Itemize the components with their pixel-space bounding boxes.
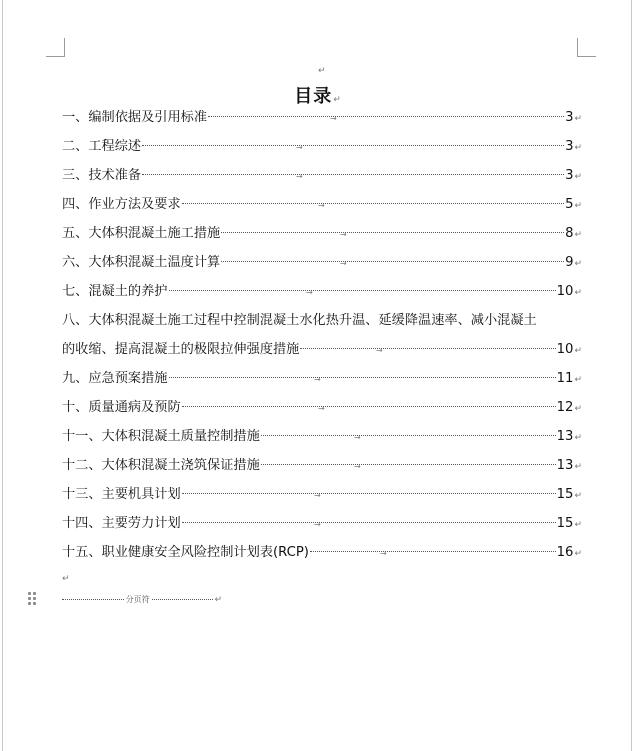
toc-entry[interactable]: [62, 103, 582, 132]
tab-arrow-icon: →: [380, 549, 387, 558]
tab-arrow-icon: →: [340, 230, 347, 239]
toc-leader-dots: [142, 174, 564, 175]
toc-leader-dots: [221, 232, 564, 233]
toc-leader-dots: [142, 145, 564, 146]
toc-leader-dots: [182, 493, 556, 494]
toc-entry-text: 十四、主要劳力计划: [62, 516, 181, 531]
toc-entry[interactable]: [62, 422, 582, 451]
tab-arrow-icon: →: [306, 288, 313, 297]
paragraph-mark-icon: ↵: [574, 491, 582, 501]
tab-arrow-icon: →: [296, 172, 303, 181]
paragraph-mark-icon: ↵: [574, 346, 582, 356]
toc-title-text: 目录: [294, 86, 333, 107]
margin-corner-top-right: [577, 38, 596, 57]
toc-entry[interactable]: [62, 480, 582, 509]
paragraph-mark-icon: ↵: [333, 95, 342, 105]
toc-page-number: 13: [556, 458, 574, 473]
page-break: [62, 594, 222, 605]
toc-leader-dots: [261, 435, 556, 436]
toc-entry-text: 四、作业方法及要求: [62, 197, 181, 212]
tab-arrow-icon: →: [318, 201, 325, 210]
toc-page-number: 16: [556, 545, 574, 560]
toc-entry-text: 七、混凝土的养护: [62, 284, 168, 299]
toc-page-number: 10: [556, 284, 574, 299]
toc-entry[interactable]: [62, 451, 582, 480]
tab-arrow-icon: →: [354, 462, 361, 471]
paragraph-mark-icon: ↵: [574, 462, 582, 472]
toc-leader-dots: [182, 406, 556, 407]
toc-leader-dots: [310, 551, 556, 552]
toc-entry-text: 九、应急预案措施: [62, 371, 168, 386]
page-right-edge: [631, 0, 632, 751]
tab-arrow-icon: →: [330, 114, 337, 123]
paragraph-mark-icon: ↵: [318, 66, 326, 76]
toc-leader-dots: [182, 203, 564, 204]
toc-entry[interactable]: [62, 190, 582, 219]
margin-corner-top-left: [46, 38, 65, 57]
toc-entry[interactable]: [62, 161, 582, 190]
paragraph-mark-icon: ↵: [574, 143, 582, 153]
toc-page-number: 9: [565, 255, 574, 270]
toc-page-number: 15: [556, 487, 574, 502]
toc-entry[interactable]: [62, 248, 582, 277]
paragraph-mark-icon: ↵: [574, 201, 582, 211]
table-of-contents: [62, 103, 582, 567]
tab-arrow-icon: →: [314, 520, 321, 529]
toc-entry[interactable]: [62, 335, 582, 364]
toc-entry-text: 二、工程综述: [62, 139, 142, 154]
toc-leader-dots: [300, 348, 555, 349]
toc-leader-dots: [182, 522, 556, 523]
toc-entry[interactable]: [62, 219, 582, 248]
toc-page-number: 15: [556, 516, 574, 531]
toc-page-number: 10: [556, 342, 574, 357]
paragraph-mark-icon: ↵: [574, 520, 582, 530]
toc-entry-text: 五、大体积混凝土施工措施: [62, 226, 221, 241]
toc-page-number: 8: [565, 226, 574, 241]
toc-leader-dots: [169, 377, 556, 378]
tab-arrow-icon: →: [314, 375, 321, 384]
paragraph-mark-icon: ↵: [214, 594, 223, 605]
toc-entry-text: 的收缩、提高混凝土的极限拉伸强度措施: [62, 342, 300, 357]
toc-entry[interactable]: [62, 277, 582, 306]
toc-entry-text: 十三、主要机具计划: [62, 487, 181, 502]
toc-leader-dots: [169, 290, 556, 291]
toc-page-number: 5: [565, 197, 574, 212]
toc-entry-text: 三、技术准备: [62, 168, 142, 183]
toc-entry-text: 十五、职业健康安全风险控制计划表(RCP): [62, 545, 309, 560]
page-break-label: 分页符: [125, 595, 150, 604]
toc-entry[interactable]: [62, 509, 582, 538]
toc-entry[interactable]: [62, 538, 582, 567]
toc-page-number: 3: [565, 110, 574, 125]
toc-entry[interactable]: [62, 306, 582, 335]
paragraph-mark-icon: ↵: [574, 549, 582, 559]
toc-page-number: 11: [556, 371, 574, 386]
toc-entry-text: 十一、大体积混凝土质量控制措施: [62, 429, 260, 444]
toc-page-number: 12: [556, 400, 574, 415]
toc-page-number: 13: [556, 429, 574, 444]
paragraph-mark-icon: ↵: [574, 172, 582, 182]
toc-entry[interactable]: [62, 393, 582, 422]
tab-arrow-icon: →: [314, 491, 321, 500]
toc-entry[interactable]: [62, 364, 582, 393]
tab-arrow-icon: →: [318, 404, 325, 413]
toc-entry-text: 十、质量通病及预防: [62, 400, 181, 415]
paragraph-mark-icon: ↵: [574, 404, 582, 414]
toc-leader-dots: [208, 116, 564, 117]
paragraph-mark-icon: ↵: [574, 114, 582, 124]
tab-arrow-icon: →: [296, 143, 303, 152]
page-left-edge: [2, 0, 3, 751]
paragraph-mark-icon: ↵: [574, 288, 582, 298]
toc-entry-text: 一、编制依据及引用标准: [62, 110, 208, 125]
toc-entry-text: 六、大体积混凝土温度计算: [62, 255, 221, 270]
tab-arrow-icon: →: [376, 346, 383, 355]
paragraph-mark-icon: ↵: [574, 375, 582, 385]
toc-entry[interactable]: [62, 132, 582, 161]
tab-arrow-icon: →: [340, 259, 347, 268]
paragraph-mark-icon: ↵: [574, 230, 582, 240]
paragraph-mark-icon: ↵: [574, 433, 582, 443]
toc-leader-dots: [221, 261, 564, 262]
toc-leader-dots: [261, 464, 556, 465]
toc-page-number: 3: [565, 139, 574, 154]
toc-entry-text: 十二、大体积混凝土浇筑保证措施: [62, 458, 260, 473]
paragraph-mark-icon: ↵: [62, 574, 70, 584]
toc-entry-text: 八、大体积混凝土施工过程中控制混凝土水化热升温、延缓降温速率、减小混凝土: [62, 313, 537, 328]
paragraph-mark-icon: ↵: [574, 259, 582, 269]
tab-arrow-icon: →: [354, 433, 361, 442]
toc-page-number: 3: [565, 168, 574, 183]
